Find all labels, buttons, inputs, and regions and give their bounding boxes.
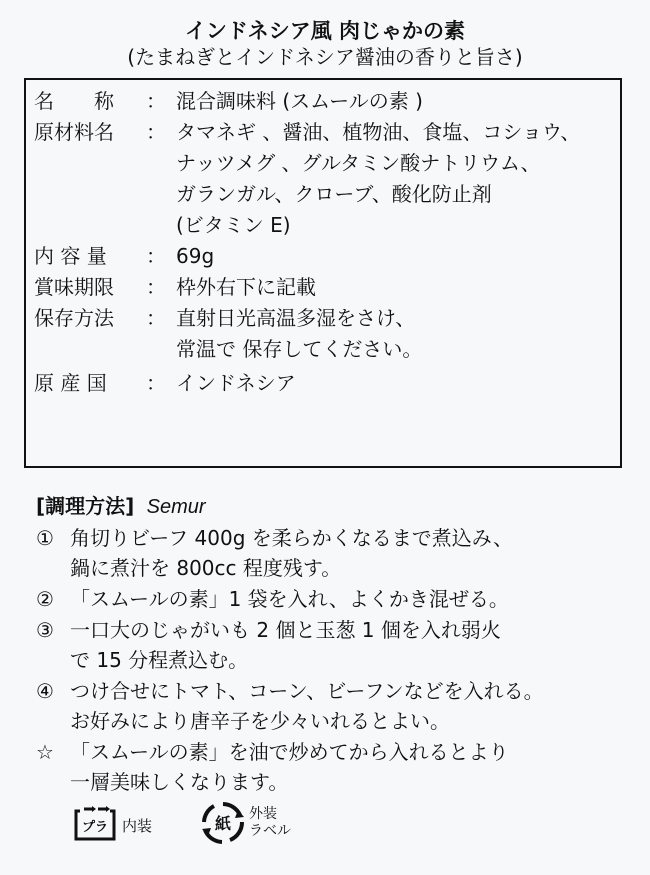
spec-colon: ： (146, 275, 166, 299)
step-text-line: つけ合せにトマト、コーン、ビーフンなどを入れる。 (70, 679, 544, 703)
step-marker: ④ (36, 679, 54, 703)
spec-value-origin: インドネシア (176, 371, 296, 395)
spec-value-ingredients-line: ナッツメグ 、グルタミン酸ナトリウム、 (176, 151, 541, 175)
step-text-line: お好みにより唐辛子を少々いれるとよい。 (70, 709, 450, 733)
paper-label-line: ラベル (249, 823, 291, 839)
paper-label (249, 806, 291, 840)
step-text-line: 「スムールの素」を油で炒めてから入れるとより (70, 740, 509, 764)
spec-label-ingredients: 原材料名 (34, 120, 114, 144)
step-marker: ② (36, 587, 54, 611)
plastic-symbol-text: プラ (81, 820, 109, 835)
plastic-recycle-mark (70, 805, 152, 845)
product-title: インドネシア風 肉じゃかの素 (184, 19, 466, 43)
step-marker: ③ (36, 618, 54, 642)
step-text-line: 鍋に煮汁を 800cc 程度残す。 (70, 556, 342, 580)
spec-label-expiry: 賞味期限 (34, 275, 114, 299)
step-marker: ① (36, 526, 54, 550)
specification-box (24, 78, 622, 468)
step-text-line: 一口大のじゃがいも 2 個と玉葱 1 個を入れ弱火 (70, 618, 501, 642)
spec-value-ingredients-line: タマネギ 、醤油、植物油、食塩、コショウ、 (176, 120, 581, 144)
step-text-line: で 15 分程煮込む。 (70, 648, 249, 672)
spec-colon: ： (146, 120, 166, 144)
paper-label-line: 外装 (249, 806, 277, 822)
cooking-method-title: [調理方法] (36, 494, 135, 518)
paper-recycle-mark (200, 800, 291, 846)
star-icon: ☆ (36, 740, 54, 764)
spec-value-expiry: 枠外右下に記載 (176, 275, 316, 299)
spec-value-ingredients-line: (ビタミン E) (176, 213, 291, 237)
plastic-recycle-icon (70, 805, 120, 845)
paper-recycle-icon (200, 800, 246, 846)
spec-value-ingredients-line: ガランガル、クローブ、酸化防止剤 (176, 182, 492, 206)
spec-colon: ： (146, 89, 166, 113)
cooking-method-dish-name: Semur (146, 496, 206, 518)
step-text-line: 角切りビーフ 400g を柔らかくなるまで煮込み、 (70, 526, 513, 550)
plastic-label: 内装 (122, 816, 153, 835)
spec-colon: ： (146, 306, 166, 330)
step-text-line: 「スムールの素」1 袋を入れ、よくかき混ぜる。 (70, 587, 509, 611)
cooking-method-heading (36, 492, 206, 521)
spec-label-origin: 原 産 国 (34, 371, 107, 395)
step-text-line: 一層美味しくなります。 (70, 770, 289, 794)
spec-value-name: 混合調味料 (スムールの素 ) (176, 89, 423, 113)
spec-label-volume: 内 容 量 (34, 244, 107, 268)
paper-symbol-text: 紙 (214, 814, 232, 833)
spec-value-storage-line: 直射日光高温多湿をさけ、 (176, 306, 416, 330)
spec-label-storage: 保存方法 (34, 306, 114, 330)
spec-colon: ： (146, 244, 166, 268)
spec-label-name: 名 称 (34, 89, 114, 113)
spec-value-volume: 69g (176, 244, 215, 268)
spec-value-storage-line: 常温で 保存してください。 (176, 337, 423, 361)
spec-colon: ： (146, 371, 166, 395)
product-subtitle: (たまねぎとインドネシア醤油の香りと旨さ) (127, 45, 523, 69)
